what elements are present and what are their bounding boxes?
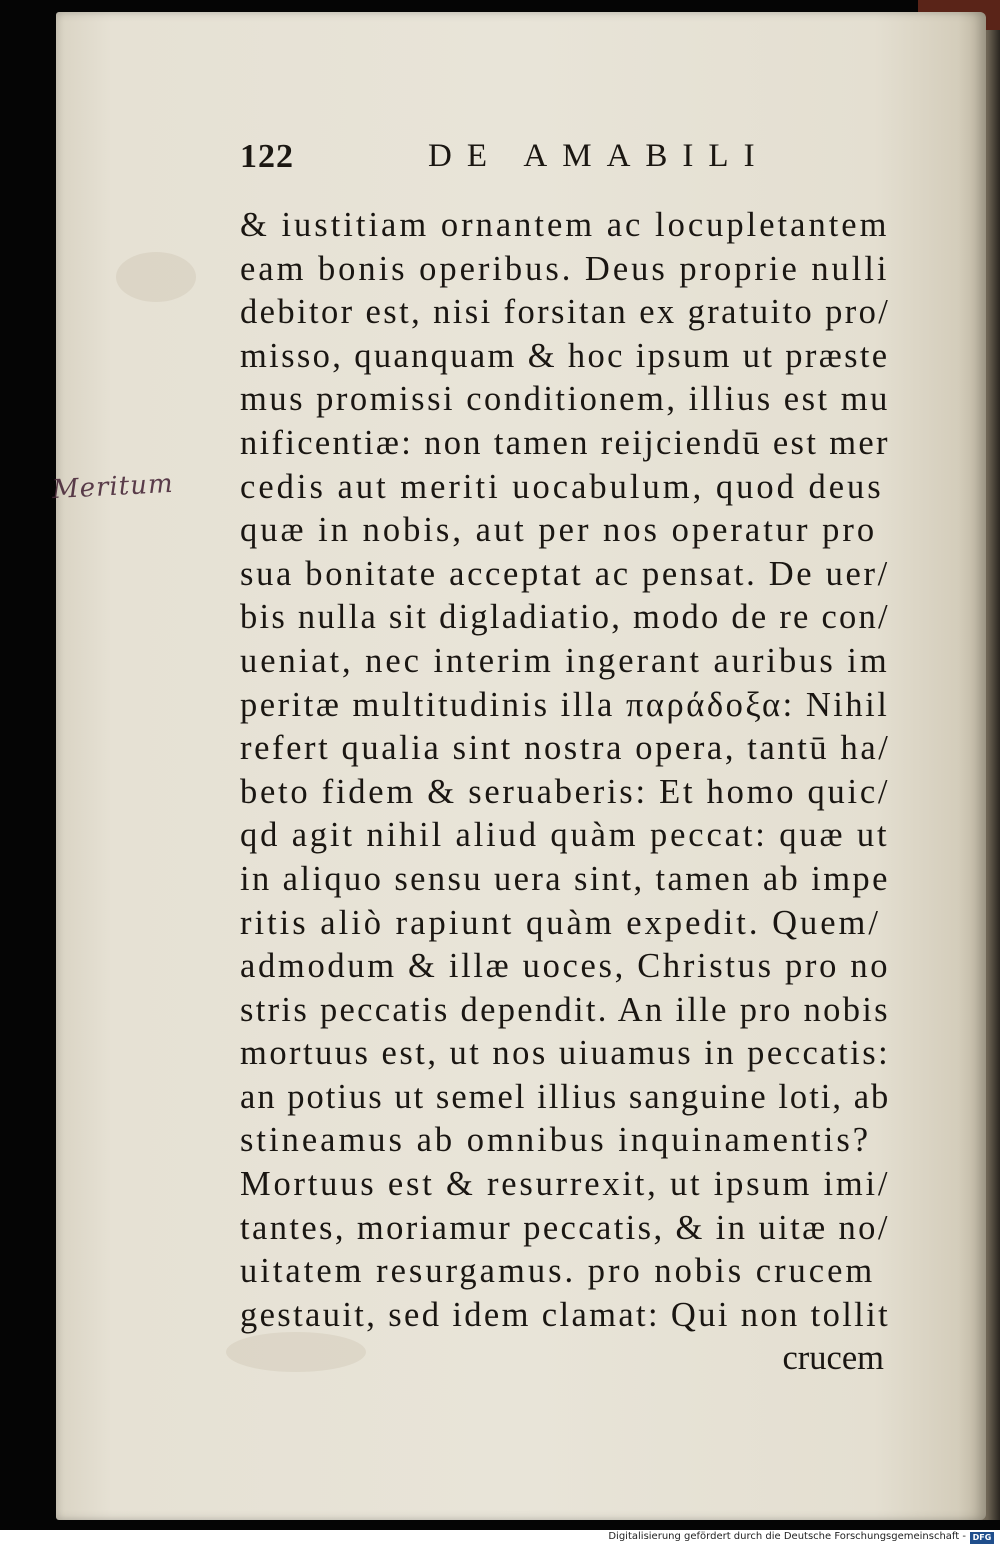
text-line: debitor est, nisi forsitan ex gratuito pro/ (240, 293, 891, 332)
text-line: Mortuus est & resurrexit, ut ipsum imi/ (240, 1165, 891, 1204)
text-line: qd agit nihil aliud quàm peccat: quæ ut (240, 816, 890, 855)
paper-stain (116, 252, 196, 302)
body-text (240, 204, 890, 1381)
text-line: in aliquo sensu uera sint, tamen ab impe (240, 859, 890, 898)
text-line: gestauit, sed idem clamat: Qui non tollit (240, 1295, 891, 1334)
text-line: stineamus ab omnibus inquinamentis? (240, 1121, 872, 1160)
text-line: stris peccatis dependit. An ille pro nobis (240, 990, 890, 1029)
text-line: peritæ multitudinis illa παράδοξα: Nihil (240, 685, 890, 724)
page-number: 122 (240, 138, 294, 175)
text-line: an potius ut semel illius sanguine loti, ab (240, 1077, 891, 1116)
text-line: quæ in nobis, aut per nos operatur pro (240, 511, 878, 550)
text-line: uitatem resurgamus. pro nobis crucem (240, 1252, 876, 1291)
text-line: nificentiæ: non tamen reijciendū est mer (240, 423, 890, 462)
text-line: & iustitiam ornantem ac locupletantem (240, 206, 890, 244)
text-line: beto fidem & seruaberis: Et homo quic/ (240, 772, 891, 811)
text-line: ueniat, nec interim ingerant auribus im (240, 641, 890, 680)
running-head: DE AMABILI (428, 138, 770, 174)
text-line: tantes, moriamur peccatis, & in uitæ no/ (240, 1208, 890, 1247)
text-line: admodum & illæ uoces, Christus pro no (240, 947, 891, 986)
text-line: misso, quanquam & hoc ipsum ut præste (240, 336, 890, 375)
catchword: crucem (782, 1339, 884, 1378)
text-line: eam bonis operibus. Deus proprie nulli (240, 249, 890, 288)
text-line: bis nulla sit digladiatio, modo de re con/ (240, 598, 890, 637)
text-line: cedis aut meriti uocabulum, quod deus (240, 467, 884, 506)
text-line: ritis aliò rapiunt quàm expedit. Quem/ (240, 903, 881, 942)
text-line: refert qualia sint nostra opera, tantū ha/ (240, 729, 891, 768)
margin-note: Meritum (51, 468, 175, 506)
text-line: mortuus est, ut nos uiuamus in peccatis: (240, 1034, 891, 1073)
dfg-logo: DFG (970, 1532, 994, 1544)
text-line: sua bonitate acceptat ac pensat. De uer/ (240, 554, 890, 593)
page-header (240, 138, 890, 188)
text-line: mus promissi conditionem, illius est mu (240, 380, 890, 419)
digitization-credit: Digitalisierung gefördert durch die Deutsche Forschungsgemeinschaft - (608, 1531, 966, 1542)
